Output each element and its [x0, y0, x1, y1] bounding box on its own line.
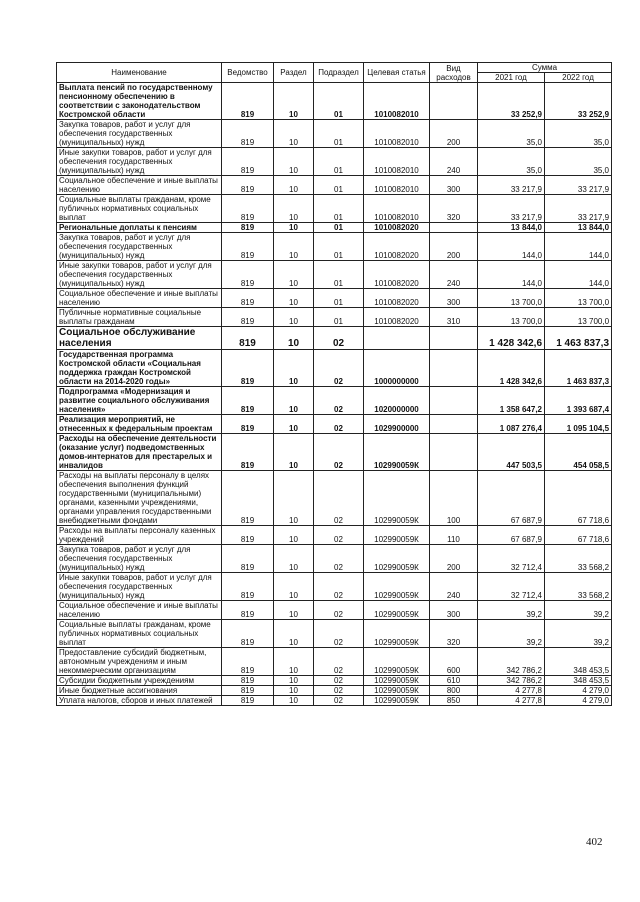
row-vedomstvo: 819 [222, 233, 274, 261]
header-vid-raskhodov: Вид расходов [430, 63, 478, 83]
row-celevaya-statya: 1000000000 [364, 350, 430, 387]
row-vid-raskhodov: 300 [430, 601, 478, 620]
row-celevaya-statya: 102990059К [364, 620, 430, 648]
row-vedomstvo: 819 [222, 686, 274, 696]
row-sum-2022: 1 393 687,4 [545, 387, 612, 415]
row-razdel: 10 [274, 601, 314, 620]
row-sum-2022: 1 095 104,5 [545, 415, 612, 434]
row-razdel: 10 [274, 620, 314, 648]
row-vid-raskhodov: 300 [430, 289, 478, 308]
row-vid-raskhodov: 850 [430, 696, 478, 706]
row-name: Подпрограмма «Модернизация и развитие социального обслуживания населения» [57, 387, 222, 415]
table-row [57, 148, 612, 176]
table-row [57, 223, 612, 233]
table-row [57, 676, 612, 686]
row-razdel: 10 [274, 545, 314, 573]
row-name: Выплата пенсий по государственному пенсионному обеспечению в соответствии с законодательством Костромской области [57, 83, 222, 120]
row-celevaya-statya: 102990059К [364, 676, 430, 686]
row-podrazdel: 01 [314, 120, 364, 148]
row-sum-2022: 35,0 [545, 148, 612, 176]
row-sum-2022: 35,0 [545, 120, 612, 148]
row-vedomstvo: 819 [222, 620, 274, 648]
row-sum-2022: 348 453,5 [545, 648, 612, 676]
row-vedomstvo: 819 [222, 696, 274, 706]
row-vid-raskhodov: 320 [430, 620, 478, 648]
row-razdel: 10 [274, 289, 314, 308]
row-sum-2021: 342 786,2 [478, 648, 545, 676]
row-vedomstvo: 819 [222, 434, 274, 471]
row-vedomstvo: 819 [222, 261, 274, 289]
table-row [57, 415, 612, 434]
row-sum-2021: 67 687,9 [478, 471, 545, 526]
row-podrazdel: 02 [314, 601, 364, 620]
row-name: Публичные нормативные социальные выплаты гражданам [57, 308, 222, 327]
row-sum-2021: 342 786,2 [478, 676, 545, 686]
table-row [57, 176, 612, 195]
row-podrazdel: 02 [314, 696, 364, 706]
row-vid-raskhodov: 320 [430, 195, 478, 223]
row-vedomstvo: 819 [222, 195, 274, 223]
row-vid-raskhodov: 600 [430, 648, 478, 676]
table-row [57, 471, 612, 526]
row-razdel: 10 [274, 350, 314, 387]
row-razdel: 10 [274, 148, 314, 176]
row-name: Расходы на обеспечение деятельности (оказание услуг) подведомственных домов-интернатов для престарелых и инвалидов [57, 434, 222, 471]
row-name: Социальные выплаты гражданам, кроме публичных нормативных социальных выплат [57, 195, 222, 223]
row-vid-raskhodov: 240 [430, 573, 478, 601]
row-sum-2021: 32 712,4 [478, 545, 545, 573]
row-sum-2021: 447 503,5 [478, 434, 545, 471]
row-sum-2021: 33 217,9 [478, 195, 545, 223]
row-podrazdel: 01 [314, 261, 364, 289]
row-sum-2022: 348 453,5 [545, 676, 612, 686]
row-razdel: 10 [274, 676, 314, 686]
header-celevaya-statya: Целевая статья [364, 63, 430, 83]
row-sum-2022: 33 217,9 [545, 176, 612, 195]
row-vedomstvo: 819 [222, 327, 274, 350]
table-row [57, 545, 612, 573]
row-sum-2021: 32 712,4 [478, 573, 545, 601]
row-sum-2022: 144,0 [545, 261, 612, 289]
row-name: Реализация мероприятий, не отнесенных к федеральным проектам [57, 415, 222, 434]
row-sum-2021: 13 844,0 [478, 223, 545, 233]
row-celevaya-statya: 102990059К [364, 648, 430, 676]
row-vedomstvo: 819 [222, 308, 274, 327]
row-celevaya-statya: 102990059К [364, 545, 430, 573]
row-vid-raskhodov [430, 350, 478, 387]
row-podrazdel: 01 [314, 148, 364, 176]
row-sum-2021: 13 700,0 [478, 308, 545, 327]
row-razdel: 10 [274, 573, 314, 601]
row-razdel: 10 [274, 83, 314, 120]
row-sum-2022: 4 279,0 [545, 686, 612, 696]
row-sum-2022: 1 463 837,3 [545, 350, 612, 387]
table-row [57, 526, 612, 545]
row-vedomstvo: 819 [222, 148, 274, 176]
table-row [57, 308, 612, 327]
row-name: Закупка товаров, работ и услуг для обеспечения государственных (муниципальных) нужд [57, 545, 222, 573]
row-name: Предоставление субсидий бюджетным, автономным учреждениям и иным некоммерческим организациям [57, 648, 222, 676]
row-vid-raskhodov [430, 415, 478, 434]
row-vedomstvo: 819 [222, 648, 274, 676]
row-podrazdel: 02 [314, 350, 364, 387]
row-sum-2022: 1 463 837,3 [545, 327, 612, 350]
row-vid-raskhodov: 240 [430, 148, 478, 176]
table-row [57, 120, 612, 148]
row-razdel: 10 [274, 387, 314, 415]
row-vedomstvo: 819 [222, 676, 274, 686]
row-sum-2021: 1 358 647,2 [478, 387, 545, 415]
row-celevaya-statya: 1010082010 [364, 83, 430, 120]
row-name: Уплата налогов, сборов и иных платежей [57, 696, 222, 706]
row-vid-raskhodov: 310 [430, 308, 478, 327]
row-podrazdel: 02 [314, 327, 364, 350]
row-sum-2022: 144,0 [545, 233, 612, 261]
table-body [57, 83, 612, 706]
row-celevaya-statya: 1010082010 [364, 120, 430, 148]
row-vid-raskhodov: 240 [430, 261, 478, 289]
row-podrazdel: 02 [314, 434, 364, 471]
row-podrazdel: 01 [314, 223, 364, 233]
row-celevaya-statya: 1010082020 [364, 261, 430, 289]
table-row [57, 601, 612, 620]
row-celevaya-statya: 1010082020 [364, 223, 430, 233]
row-razdel: 10 [274, 327, 314, 350]
row-name: Закупка товаров, работ и услуг для обеспечения государственных (муниципальных) нужд [57, 233, 222, 261]
row-vid-raskhodov [430, 327, 478, 350]
table-row [57, 648, 612, 676]
table-row [57, 350, 612, 387]
row-podrazdel: 02 [314, 545, 364, 573]
row-sum-2021: 13 700,0 [478, 289, 545, 308]
row-name: Социальное обеспечение и иные выплаты населению [57, 289, 222, 308]
page-number: 402 [586, 836, 603, 848]
header-summa: Сумма [478, 63, 612, 73]
row-sum-2022: 33 568,2 [545, 545, 612, 573]
row-sum-2021: 35,0 [478, 148, 545, 176]
row-sum-2022: 13 700,0 [545, 289, 612, 308]
row-vedomstvo: 819 [222, 120, 274, 148]
table-row [57, 434, 612, 471]
row-sum-2021: 1 428 342,6 [478, 350, 545, 387]
row-razdel: 10 [274, 261, 314, 289]
table-row [57, 620, 612, 648]
row-sum-2021: 35,0 [478, 120, 545, 148]
row-vid-raskhodov: 100 [430, 471, 478, 526]
row-sum-2021: 39,2 [478, 620, 545, 648]
row-celevaya-statya [364, 327, 430, 350]
row-razdel: 10 [274, 526, 314, 545]
row-razdel: 10 [274, 233, 314, 261]
row-celevaya-statya: 1010082020 [364, 308, 430, 327]
row-vid-raskhodov: 200 [430, 120, 478, 148]
header-year-2021: 2021 год [478, 73, 545, 83]
row-celevaya-statya: 102990059К [364, 526, 430, 545]
row-celevaya-statya: 102990059К [364, 471, 430, 526]
row-podrazdel: 02 [314, 526, 364, 545]
row-name: Социальное обеспечение и иные выплаты населению [57, 176, 222, 195]
row-vedomstvo: 819 [222, 601, 274, 620]
row-vid-raskhodov [430, 223, 478, 233]
table-row [57, 261, 612, 289]
row-celevaya-statya: 1020000000 [364, 387, 430, 415]
row-vid-raskhodov: 200 [430, 545, 478, 573]
row-razdel: 10 [274, 195, 314, 223]
row-sum-2022: 4 279,0 [545, 696, 612, 706]
row-razdel: 10 [274, 696, 314, 706]
row-name: Субсидии бюджетным учреждениям [57, 676, 222, 686]
row-sum-2021: 39,2 [478, 601, 545, 620]
row-razdel: 10 [274, 176, 314, 195]
row-celevaya-statya: 1010082010 [364, 176, 430, 195]
row-sum-2021: 1 087 276,4 [478, 415, 545, 434]
row-sum-2022: 67 718,6 [545, 526, 612, 545]
row-celevaya-statya: 102990059К [364, 434, 430, 471]
row-razdel: 10 [274, 471, 314, 526]
row-name: Региональные доплаты к пенсиям [57, 223, 222, 233]
header-year-2022: 2022 год [545, 73, 612, 83]
row-podrazdel: 02 [314, 387, 364, 415]
row-sum-2022: 33 568,2 [545, 573, 612, 601]
table-row [57, 289, 612, 308]
row-celevaya-statya: 102990059К [364, 696, 430, 706]
row-sum-2021: 144,0 [478, 261, 545, 289]
row-vid-raskhodov: 110 [430, 526, 478, 545]
row-sum-2021: 4 277,8 [478, 686, 545, 696]
row-sum-2021: 4 277,8 [478, 696, 545, 706]
row-name: Социальное обеспечение и иные выплаты населению [57, 601, 222, 620]
row-podrazdel: 01 [314, 176, 364, 195]
row-vid-raskhodov: 610 [430, 676, 478, 686]
row-sum-2022: 13 700,0 [545, 308, 612, 327]
row-vedomstvo: 819 [222, 83, 274, 120]
row-sum-2022: 13 844,0 [545, 223, 612, 233]
row-vedomstvo: 819 [222, 545, 274, 573]
row-vid-raskhodov: 200 [430, 233, 478, 261]
row-sum-2021: 33 252,9 [478, 83, 545, 120]
row-celevaya-statya: 1010082020 [364, 289, 430, 308]
row-sum-2021: 144,0 [478, 233, 545, 261]
row-vedomstvo: 819 [222, 471, 274, 526]
row-podrazdel: 01 [314, 233, 364, 261]
row-podrazdel: 02 [314, 648, 364, 676]
row-sum-2021: 1 428 342,6 [478, 327, 545, 350]
row-name: Иные закупки товаров, работ и услуг для обеспечения государственных (муниципальных) нужд [57, 148, 222, 176]
header-razdel: Раздел [274, 63, 314, 83]
row-vid-raskhodov: 800 [430, 686, 478, 696]
row-razdel: 10 [274, 648, 314, 676]
row-name: Расходы на выплаты персоналу казенных учреждений [57, 526, 222, 545]
row-celevaya-statya: 1010082010 [364, 148, 430, 176]
row-vedomstvo: 819 [222, 289, 274, 308]
row-vid-raskhodov [430, 83, 478, 120]
row-podrazdel: 01 [314, 83, 364, 120]
row-vid-raskhodov: 300 [430, 176, 478, 195]
row-podrazdel: 02 [314, 686, 364, 696]
table-row [57, 686, 612, 696]
row-celevaya-statya: 102990059К [364, 601, 430, 620]
row-podrazdel: 02 [314, 471, 364, 526]
row-name: Иные закупки товаров, работ и услуг для обеспечения государственных (муниципальных) нужд [57, 261, 222, 289]
row-celevaya-statya: 1010082010 [364, 195, 430, 223]
row-razdel: 10 [274, 686, 314, 696]
header-vedomstvo: Ведомство [222, 63, 274, 83]
row-sum-2022: 39,2 [545, 601, 612, 620]
row-podrazdel: 02 [314, 415, 364, 434]
row-sum-2022: 454 058,5 [545, 434, 612, 471]
row-name: Расходы на выплаты персоналу в целях обеспечения выполнения функций государственными (муниципальными) органами, казенными учреждениями, органами управления государственными внебюджетными фондами [57, 471, 222, 526]
row-sum-2022: 33 252,9 [545, 83, 612, 120]
row-name: Социальные выплаты гражданам, кроме публичных нормативных социальных выплат [57, 620, 222, 648]
row-vid-raskhodov [430, 387, 478, 415]
row-sum-2021: 67 687,9 [478, 526, 545, 545]
row-vedomstvo: 819 [222, 350, 274, 387]
row-name: Иные бюджетные ассигнования [57, 686, 222, 696]
row-podrazdel: 02 [314, 573, 364, 601]
row-celevaya-statya: 1029900000 [364, 415, 430, 434]
row-celevaya-statya: 102990059К [364, 686, 430, 696]
row-sum-2022: 33 217,9 [545, 195, 612, 223]
table-row [57, 573, 612, 601]
row-name: Государственная программа Костромской области «Социальная поддержка граждан Костромской области на 2014-2020 годы» [57, 350, 222, 387]
row-name: Закупка товаров, работ и услуг для обеспечения государственных (муниципальных) нужд [57, 120, 222, 148]
row-vedomstvo: 819 [222, 176, 274, 195]
row-celevaya-statya: 1010082020 [364, 233, 430, 261]
row-razdel: 10 [274, 434, 314, 471]
row-podrazdel: 01 [314, 289, 364, 308]
table-row [57, 83, 612, 120]
row-vedomstvo: 819 [222, 415, 274, 434]
row-celevaya-statya: 102990059К [364, 573, 430, 601]
row-podrazdel: 01 [314, 195, 364, 223]
row-vedomstvo: 819 [222, 526, 274, 545]
table-row [57, 195, 612, 223]
row-sum-2022: 67 718,6 [545, 471, 612, 526]
header-podrazdel: Подраздел [314, 63, 364, 83]
row-name: Социальное обслуживание населения [57, 327, 222, 350]
row-podrazdel: 02 [314, 620, 364, 648]
budget-table [56, 62, 612, 706]
row-sum-2021: 33 217,9 [478, 176, 545, 195]
row-podrazdel: 01 [314, 308, 364, 327]
row-razdel: 10 [274, 415, 314, 434]
row-razdel: 10 [274, 308, 314, 327]
row-vid-raskhodov [430, 434, 478, 471]
row-vedomstvo: 819 [222, 223, 274, 233]
table-row [57, 696, 612, 706]
row-sum-2022: 39,2 [545, 620, 612, 648]
row-vedomstvo: 819 [222, 573, 274, 601]
table-row [57, 327, 612, 350]
row-vedomstvo: 819 [222, 387, 274, 415]
header-name: Наименование [57, 63, 222, 83]
table-row [57, 387, 612, 415]
row-podrazdel: 02 [314, 676, 364, 686]
table-row [57, 233, 612, 261]
row-name: Иные закупки товаров, работ и услуг для обеспечения государственных (муниципальных) нужд [57, 573, 222, 601]
row-razdel: 10 [274, 120, 314, 148]
row-razdel: 10 [274, 223, 314, 233]
